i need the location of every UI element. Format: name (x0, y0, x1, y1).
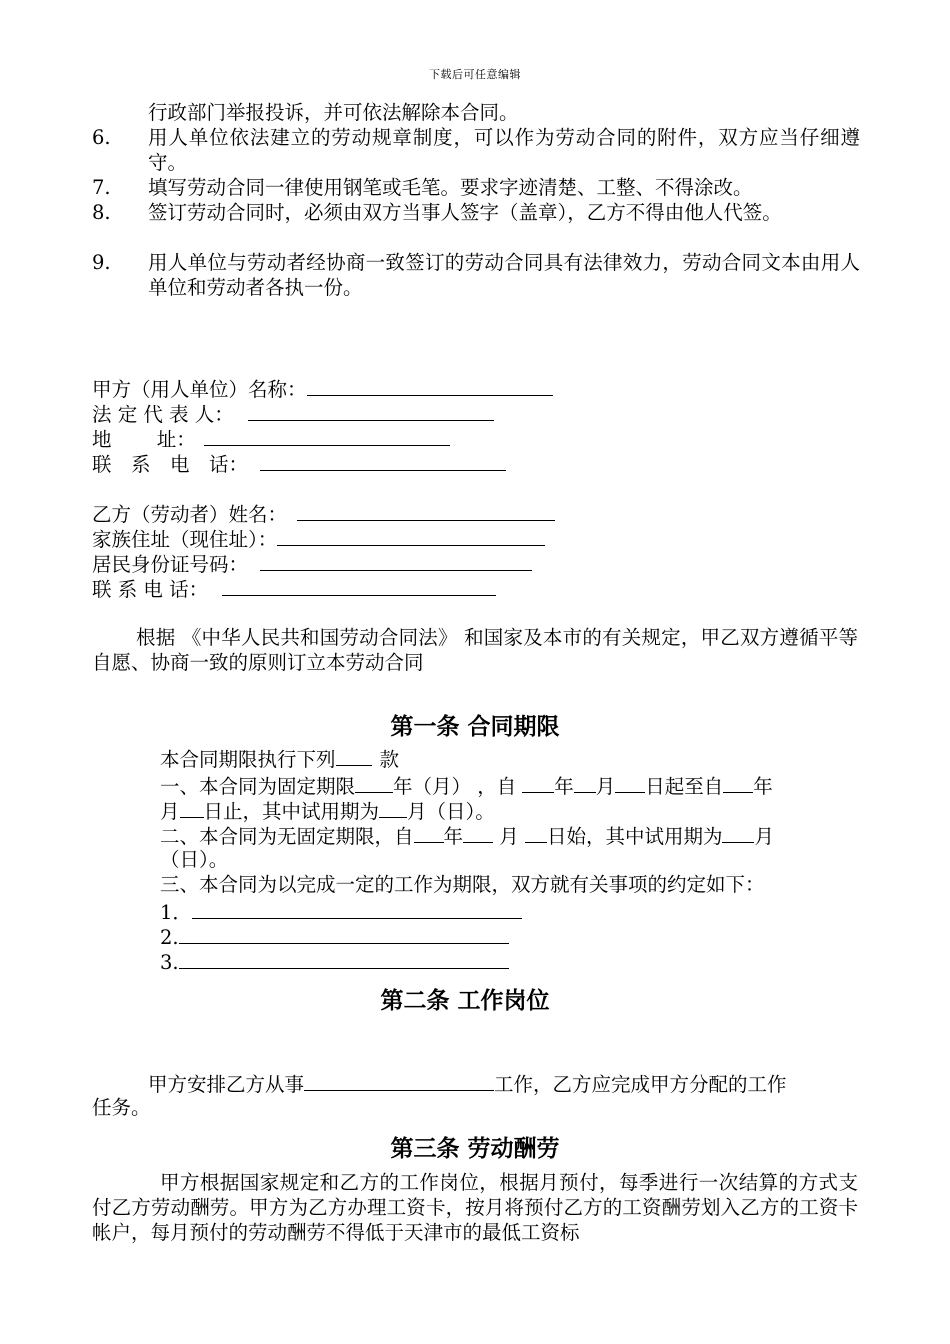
party-b-id-blank[interactable] (260, 550, 532, 571)
fixed-term-length-blank[interactable] (355, 772, 393, 793)
article-2-text-line-2: 任务。 (92, 1096, 151, 1119)
article-1-fixed-term-line-2 (160, 797, 495, 824)
article-2-text-a: 甲方安排乙方从事 (148, 1073, 305, 1096)
fixed-end-year-blank[interactable] (723, 772, 753, 793)
party-a-rep-label: 法 定 代 表 人： (92, 403, 234, 426)
task-list-item-2 (160, 923, 509, 950)
party-b-phone-label: 联 系 电 话： (92, 578, 209, 601)
fixed-start-day-label: 日起至自 (645, 775, 724, 798)
open-start-day-blank[interactable] (525, 822, 547, 843)
fixed-start-month-blank[interactable] (574, 772, 596, 793)
task-list-item-1 (160, 898, 522, 925)
article-2-text-b: 工作，乙方应完成甲方分配的工作 (494, 1073, 787, 1096)
article-3-title: 第三条 劳动酬劳 (390, 1135, 560, 1162)
article-1-open-term-line-2: （日）。 (160, 848, 229, 871)
party-a-addr-blank[interactable] (204, 425, 450, 446)
note-8-text: 签订劳动合同时，必须由双方当事人签字（盖章），乙方不得由他人代签。 (148, 201, 782, 224)
open-start-month-label: 月 (493, 825, 525, 848)
party-b-phone-row (92, 575, 496, 602)
fixed-start-year-blank[interactable] (522, 772, 554, 793)
note-7-number: 7. (92, 176, 111, 199)
fixed-start-day-blank[interactable] (615, 772, 645, 793)
party-a-phone-row (92, 450, 506, 477)
task-list-item-3-number: 3. (160, 951, 179, 974)
note-9-text: 用人单位与劳动者经协商一致签订的劳动合同具有法律效力，劳动合同文本由用人单位和劳动者各执一份。 (148, 251, 860, 299)
party-b-home-blank[interactable] (277, 525, 545, 546)
fixed-probation-blank[interactable] (379, 797, 407, 818)
task-list-item-1-blank[interactable] (192, 898, 522, 919)
fixed-end-month-label: 月 (160, 800, 180, 823)
note-7-text: 填写劳动合同一律使用钢笔或毛笔。要求字迹清楚、工整、不得涂改。 (148, 176, 753, 199)
party-a-addr-label: 地 址： (92, 428, 196, 451)
clause-choice-blank[interactable] (336, 745, 372, 766)
party-a-rep-blank[interactable] (248, 400, 494, 421)
note-9-number: 9. (92, 251, 111, 274)
party-b-id-row (92, 550, 532, 577)
article-3-paragraph: 甲方根据国家规定和乙方的工作岗位，根据月预付，每季进行一次结算的方式支付乙方劳动酬劳。甲方为乙方办理工资卡，按月将预付乙方的工资酬劳划入乙方的工资卡帐户，每月预付的劳动酬劳不得低于天津市的最低工资标 (92, 1171, 858, 1244)
intro-paragraph: 根据 《中华人民共和国劳动合同法》 和国家及本市的有关规定，甲乙双方遵循平等自愿、协商一致的原则订立本劳动合同 (92, 626, 858, 674)
fixed-probation-unit: 月（日）。 (407, 800, 495, 823)
task-list-item-3-blank[interactable] (179, 948, 509, 969)
party-b-id-label: 居民身份证号码： (92, 553, 249, 576)
article-2-text-line (92, 1070, 858, 1097)
fixed-start-month-label: 月 (595, 775, 616, 798)
fixed-term-label: 一、本合同为固定期限 (160, 775, 356, 798)
party-a-name-row (92, 375, 553, 402)
page-header-note: 下载后可任意编辑 (429, 68, 521, 81)
task-list-item-3 (160, 948, 509, 975)
party-a-phone-label: 联 系 电 话： (92, 453, 249, 476)
article-1-open-term-line (160, 822, 774, 849)
article-2-title: 第二条 工作岗位 (380, 987, 550, 1014)
article-1-intro-line (160, 745, 399, 772)
open-term-label: 二、本合同为无固定期限，自 (160, 825, 414, 848)
article-1-intro-suffix: 款 (379, 748, 400, 771)
fixed-term-unit-from: 年（月） ，自 (393, 775, 517, 798)
note-5-continuation: 行政部门举报投诉，并可依法解除本合同。 (148, 101, 519, 124)
open-start-year-blank[interactable] (414, 822, 444, 843)
article-1-title: 第一条 合同期限 (390, 713, 560, 740)
party-a-rep-row (92, 400, 494, 427)
article-1-fixed-term-line (160, 772, 858, 799)
note-6-text: 用人单位依法建立的劳动规章制度，可以作为劳动合同的附件，双方应当仔细遵守。 (148, 126, 860, 174)
open-probation-label: 日始，其中试用期为 (546, 825, 723, 848)
fixed-probation-label: 日止，其中试用期为 (203, 800, 380, 823)
party-a-phone-blank[interactable] (260, 450, 506, 471)
open-start-year-label: 年 (443, 825, 464, 848)
party-b-name-label: 乙方（劳动者）姓名： (92, 503, 288, 526)
note-8-number: 8. (92, 201, 111, 224)
open-probation-unit: 月 (754, 825, 774, 848)
party-b-name-row (92, 500, 555, 527)
article-1-task-term-line: 三、本合同为以完成一定的工作为期限，双方就有关事项的约定如下： (160, 873, 765, 896)
fixed-end-day-blank[interactable] (180, 797, 204, 818)
party-b-name-blank[interactable] (297, 500, 555, 521)
party-a-name-blank[interactable] (307, 375, 553, 396)
fixed-end-year-label: 年 (753, 775, 773, 798)
party-b-home-label: 家族住址（现住址）： (92, 528, 278, 551)
party-a-addr-row (92, 425, 450, 452)
open-start-month-blank[interactable] (463, 822, 493, 843)
note-6-number: 6. (92, 126, 111, 149)
article-1-intro-text: 本合同期限执行下列 (160, 748, 336, 771)
open-probation-blank[interactable] (722, 822, 754, 843)
task-list-item-1-number: 1． (160, 901, 192, 924)
task-list-item-2-blank[interactable] (179, 923, 509, 944)
party-a-name-label: 甲方（用人单位）名称： (92, 378, 307, 401)
job-position-blank[interactable] (304, 1070, 494, 1091)
party-b-home-row (92, 525, 545, 552)
task-list-item-2-number: 2. (160, 926, 179, 949)
fixed-start-year-label: 年 (554, 775, 574, 798)
party-b-phone-blank[interactable] (222, 575, 496, 596)
